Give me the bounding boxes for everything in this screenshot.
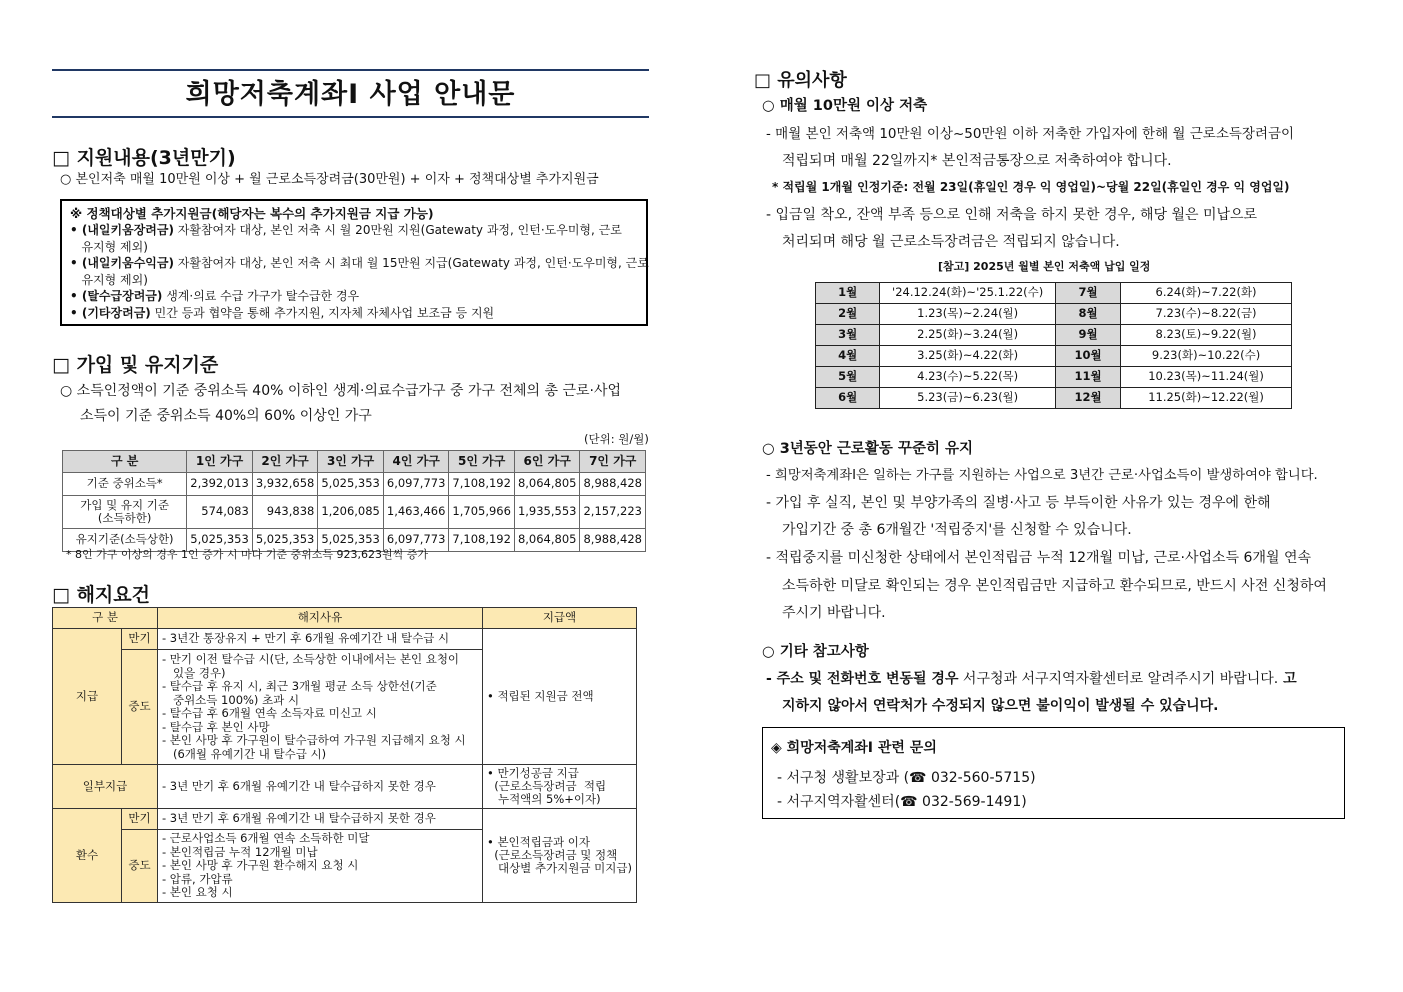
- income-value-cell: 8,064,805: [514, 473, 580, 496]
- term-refund-maturity-reason: - 3년 만기 후 6개월 유예기간 내 탈수급하지 못한 경우: [158, 809, 483, 830]
- income-value-cell: 1,935,553: [514, 496, 580, 529]
- schedule-month: 5월: [816, 367, 880, 388]
- schedule-caption: [참고] 2025년 월별 본인 저축액 납입 일정: [938, 260, 1151, 273]
- term-pay-amount: • 적립된 지원금 전액: [483, 629, 637, 765]
- term-header-reason: 해지사유: [158, 608, 483, 629]
- schedule-row: [816, 346, 1292, 367]
- term-partial-reason: - 3년 만기 후 6개월 유예기간 내 탈수급하지 못한 경우: [158, 765, 483, 809]
- other-title: ○ 기타 참고사항: [762, 644, 869, 660]
- schedule-period: 5.23(금)~6.23(월): [880, 388, 1056, 409]
- schedule-period: '24.12.24(화)~'25.1.22(수): [880, 283, 1056, 304]
- schedule-table: [815, 282, 1292, 409]
- income-value-cell: 7,108,192: [449, 473, 515, 496]
- other-line-1-tail: 고: [1278, 671, 1297, 687]
- term-pay-maturity: 만기: [122, 629, 158, 650]
- schedule-month: 2월: [816, 304, 880, 325]
- schedule-row: [816, 325, 1292, 346]
- schedule-period: 8.23(토)~9.22(월): [1121, 325, 1292, 346]
- schedule-row: [816, 304, 1292, 325]
- extra-support-item-label: • (내일키움장려금): [70, 223, 174, 237]
- income-value-cell: 7,108,192: [449, 529, 515, 552]
- term-refund: 환수: [53, 809, 122, 903]
- support-line: ○ 본인저축 매월 10만원 이상 + 월 근로소득장려금(30만원) + 이자 + 정책대상별 추가지원금: [60, 172, 599, 187]
- schedule-month: 9월: [1056, 325, 1121, 346]
- income-header-cell: 2인 가구: [252, 451, 318, 473]
- support-heading: □ 지원내용(3년만기): [52, 147, 236, 169]
- income-value-cell: 1,463,466: [383, 496, 449, 529]
- extra-support-item-label: • (기타장려금): [70, 305, 151, 320]
- schedule-month: 4월: [816, 346, 880, 367]
- schedule-row: [816, 283, 1292, 304]
- income-row-label: 유지기준(소득상한): [63, 529, 187, 552]
- income-value-cell: 574,083: [187, 496, 253, 529]
- income-row: [63, 473, 646, 496]
- title-bottom-rule: [52, 116, 649, 118]
- income-value-cell: 6,097,773: [383, 529, 449, 552]
- income-header-cell: 4인 가구: [383, 451, 449, 473]
- income-footnote: * 8인 가구 이상의 경우 1인 증가 시 마다 기준 중위소득 923,623원씩 증가: [66, 548, 428, 561]
- schedule-row: [816, 367, 1292, 388]
- income-value-cell: 5,025,353: [252, 529, 318, 552]
- contact-title: ◈ 희망저축계좌Ⅰ 관련 문의: [771, 740, 937, 756]
- contact-box: [762, 727, 1345, 819]
- schedule-month: 10월: [1056, 346, 1121, 367]
- schedule-month: 8월: [1056, 304, 1121, 325]
- term-pay: 지급: [53, 629, 122, 765]
- income-value-cell: 5,025,353: [318, 473, 384, 496]
- eligibility-line-1: ○ 소득인정액이 기준 중위소득 40% 이하인 생계·의료수급가구 중 가구 전체의 총 근로·사업: [60, 383, 621, 399]
- monthly-title: ○ 매월 10만원 이상 저축: [762, 98, 928, 114]
- contact-center: - 서구지역자활센터(☎ 032-569-1491): [777, 794, 1027, 810]
- term-refund-amount: • 본인적립금과 이자 (근로소득장려금 및 정책 대상별 추가지원금 미지급): [483, 809, 637, 903]
- income-value-cell: 2,392,013: [187, 473, 253, 496]
- income-header-cell: 5인 가구: [449, 451, 515, 473]
- schedule-month: 1월: [816, 283, 880, 304]
- income-value-cell: 5,025,353: [187, 529, 253, 552]
- extra-support-item-label: • (탈수급장려금): [70, 289, 163, 303]
- income-value-cell: 8,064,805: [514, 529, 580, 552]
- other-line-2: 지하지 않아서 연락처가 수정되지 않으면 불이익이 발생될 수 있습니다.: [782, 698, 1219, 714]
- income-header-cell: 구 분: [63, 451, 187, 473]
- schedule-period: 1.23(목)~2.24(월): [880, 304, 1056, 325]
- extra-support-item: [70, 239, 638, 256]
- extra-support-item-text: 민간 등과 협약을 통해 추가지원, 지자체 자체사업 보조금 등 지원: [150, 305, 495, 320]
- extra-support-item: [70, 272, 638, 289]
- income-header-cell: 1인 가구: [187, 451, 253, 473]
- work-line-1: - 희망저축계좌Ⅰ은 일하는 가구를 지원하는 사업으로 3년간 근로·사업소득이 발생하여야 합니다.: [766, 468, 1318, 483]
- extra-support-item: [70, 255, 649, 272]
- monthly-line-5: 처리되며 해당 월 근로소득장려금은 적립되지 않습니다.: [782, 234, 1120, 250]
- other-line-1-rest: 서구청과 서구지역자활센터로 알려주시기 바랍니다.: [958, 671, 1279, 687]
- schedule-period: 7.23(수)~8.22(금): [1121, 304, 1292, 325]
- term-pay-midway: 중도: [122, 650, 158, 765]
- term-refund-maturity: 만기: [122, 809, 158, 830]
- work-line-3: 가입기간 중 총 6개월간 '적립중지'를 신청할 수 있습니다.: [782, 522, 1132, 538]
- term-partial-amount: • 만기성공금 지급 (근로소득장려금 적립 누적액의 5%+이자): [483, 765, 637, 809]
- schedule-period: 6.24(화)~7.22(화): [1121, 283, 1292, 304]
- schedule-row: [816, 388, 1292, 409]
- monthly-line-3: * 적립월 1개월 인정기준: 전월 23일(휴일인 경우 익 영업일)~당월 22일(휴일인 경우 익 영업일): [772, 180, 1290, 194]
- income-value-cell: 1,705,966: [449, 496, 515, 529]
- income-value-cell: 3,932,658: [252, 473, 318, 496]
- monthly-line-1: - 매월 본인 저축액 10만원 이상~50만원 이하 저축한 가입자에 한해 월 근로소득장려금이: [766, 126, 1295, 142]
- income-table: [62, 450, 646, 552]
- term-pay-midway-reason: - 만기 이전 탈수급 시(단, 소득상한 이내에서는 본인 요청이 있을 경우) - 탈수급 후 유지 시, 최근 3개월 평균 소득 상한선(기준 중위소득 100%) 초과 시 - 탈수급 후 6개월 연속 소득자료 미신고 시 - 탈수급 후 본인 사망 - 본인 사망 후 가구원이 탈수급하여 가구원 지급해지 요청 시 (6개월 유예기간 내 탈수급 시): [158, 650, 483, 765]
- monthly-line-4: - 입금일 착오, 잔액 부족 등으로 인해 저축을 하지 못한 경우, 해당 월은 미납으로: [766, 207, 1258, 223]
- term-header-category: 구 분: [53, 608, 158, 629]
- eligibility-heading: □ 가입 및 유지기준: [52, 354, 219, 376]
- extra-support-item: [70, 288, 638, 305]
- income-row-label: 기준 중위소득*: [63, 473, 187, 496]
- page-title: 희망저축계좌Ⅰ 사업 안내문: [185, 79, 516, 110]
- work-line-6: 주시기 바랍니다.: [782, 605, 886, 621]
- extra-support-item: [70, 222, 638, 239]
- income-row-label: 가입 및 유지 기준 (소득하한): [63, 496, 187, 529]
- extra-support-item-text: 생계·의료 수급 가구가 탈수급한 경우: [162, 289, 360, 303]
- income-value-cell: 6,097,773: [383, 473, 449, 496]
- extra-support-item-text: 자활참여자 대상, 본인 저축 시 월 20만원 지원(Gatewaty 과정, 인턴·도우미형, 근로: [173, 223, 622, 237]
- extra-support-item: [70, 305, 638, 322]
- title-top-rule: [52, 69, 649, 71]
- extra-support-item-text: 유지형 제외): [70, 239, 148, 254]
- work-title: ○ 3년동안 근로활동 꾸준히 유지: [762, 441, 974, 457]
- schedule-period: 3.25(화)~4.22(화): [880, 346, 1056, 367]
- monthly-line-2: 적립되며 매월 22일까지* 본인적금통장으로 저축하여야 합니다.: [782, 153, 1172, 169]
- term-refund-midway: 중도: [122, 830, 158, 903]
- income-value-cell: 8,988,428: [580, 529, 646, 552]
- termination-table: [52, 607, 637, 903]
- extra-support-list: [70, 222, 649, 321]
- notes-heading: □ 유의사항: [754, 70, 847, 91]
- income-header-cell: 6인 가구: [514, 451, 580, 473]
- eligibility-line-2: 소득이 기준 중위소득 40%의 60% 이상인 가구: [80, 408, 372, 424]
- income-value-cell: 1,206,085: [318, 496, 384, 529]
- extra-support-item-text: 자활참여자 대상, 본인 저축 시 최대 월 15만원 지급(Gatewaty 과정, 인턴·도우미형, 근로: [173, 256, 649, 270]
- schedule-period: 2.25(화)~3.24(월): [880, 325, 1056, 346]
- income-value-cell: 8,988,428: [580, 473, 646, 496]
- schedule-month: 11월: [1056, 367, 1121, 388]
- income-header-cell: 7인 가구: [580, 451, 646, 473]
- extra-support-box: [60, 199, 648, 326]
- schedule-month: 3월: [816, 325, 880, 346]
- schedule-month: 7월: [1056, 283, 1121, 304]
- work-line-2: - 가입 후 실직, 본인 및 부양가족의 질병·사고 등 부득이한 사유가 있는 경우에 한해: [766, 495, 1271, 511]
- term-header-amount: 지급액: [483, 608, 637, 629]
- income-value-cell: 943,838: [252, 496, 318, 529]
- income-value-cell: 2,157,223: [580, 496, 646, 529]
- income-value-cell: 5,025,353: [318, 529, 384, 552]
- schedule-period: 10.23(목)~11.24(월): [1121, 367, 1292, 388]
- schedule-month: 12월: [1056, 388, 1121, 409]
- schedule-period: 4.23(수)~5.22(목): [880, 367, 1056, 388]
- work-line-4: - 적립중지를 미신청한 상태에서 본인적립금 누적 12개월 미납, 근로·사업소득 6개월 연속: [766, 550, 1311, 566]
- other-line-1: [766, 668, 1297, 688]
- term-pay-maturity-reason: - 3년간 통장유지 + 만기 후 6개월 유예기간 내 탈수급 시: [158, 629, 483, 650]
- income-header-cell: 3인 가구: [318, 451, 384, 473]
- extra-support-item-label: • (내일키움수익금): [70, 256, 174, 270]
- termination-heading: □ 해지요건: [52, 584, 150, 606]
- extra-support-item-text: 유지형 제외): [70, 272, 148, 287]
- other-line-1-bold: - 주소 및 전화번호 변동될 경우: [766, 671, 959, 687]
- extra-support-title: ※ 정책대상별 추가지원금(해당자는 복수의 추가지원금 지급 가능): [70, 206, 434, 221]
- unit-label: (단위: 원/월): [584, 432, 649, 446]
- contact-gu-office: - 서구청 생활보장과 (☎ 032-560-5715): [777, 770, 1036, 786]
- schedule-month: 6월: [816, 388, 880, 409]
- term-refund-midway-reason: - 근로사업소득 6개월 연속 소득하한 미달 - 본인적립금 누적 12개월 미납 - 본인 사망 후 가구원 환수해지 요청 시 - 압류, 가압류 - 본인 요청 시: [158, 830, 483, 903]
- schedule-period: 9.23(화)~10.22(수): [1121, 346, 1292, 367]
- work-line-5: 소득하한 미달로 확인되는 경우 본인적립금만 지급하고 환수되므로, 반드시 사전 신청하여: [782, 578, 1327, 594]
- term-partial: 일부지급: [53, 765, 158, 809]
- income-row: [63, 496, 646, 529]
- schedule-period: 11.25(화)~12.22(월): [1121, 388, 1292, 409]
